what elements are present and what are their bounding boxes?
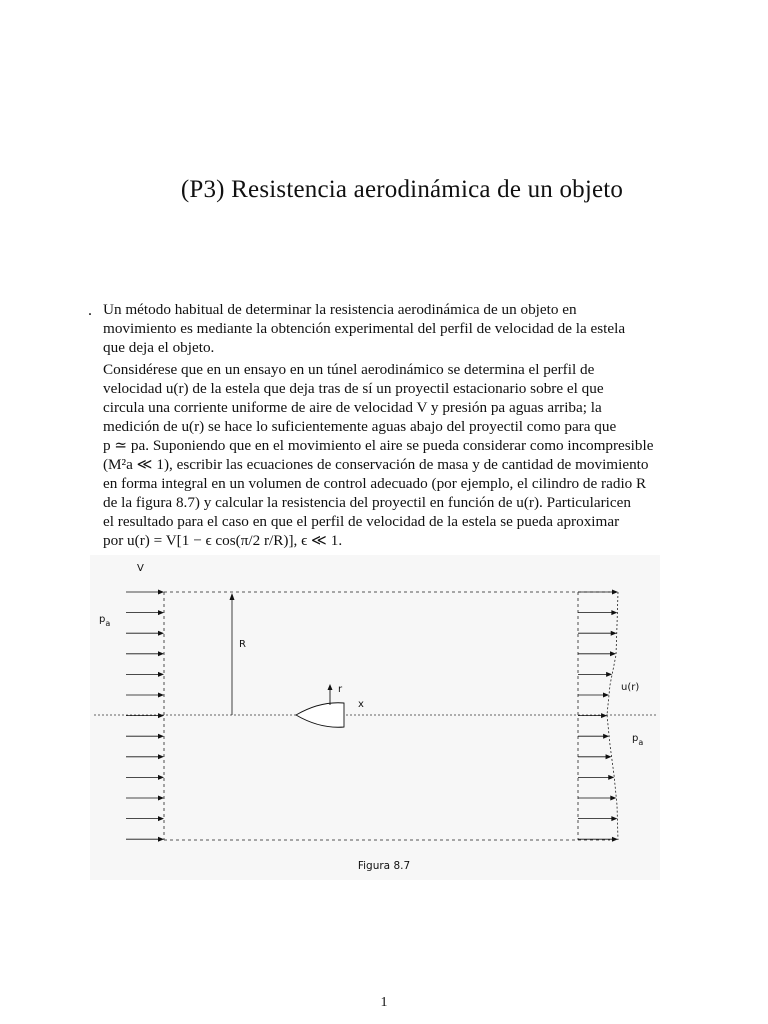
- paragraph-line: p ≃ pa. Suponiendo que en el movimiento el aire se pueda considerar como incompresible: [103, 437, 654, 454]
- paragraph-line: por u(r) = V[1 − ϵ cos(π/2 r/R)], ϵ ≪ 1.: [103, 532, 343, 549]
- inflow-arrow-head: [158, 796, 164, 801]
- paragraph-line: en forma integral en un volumen de control adecuado (por ejemplo, el cilindro de radio R: [103, 475, 647, 492]
- wake-arrow-head: [608, 775, 614, 780]
- paragraph-intro: [103, 300, 673, 357]
- inflow-arrow-head: [158, 590, 164, 595]
- paragraph-line: el resultado para el caso en que el perfil de velocidad de la estela se pueda aproximar: [103, 513, 620, 530]
- paragraph-line: Considérese que en un ensayo en un túnel aerodinámico se determina el perfil de: [103, 361, 595, 378]
- wake-arrow-head: [610, 651, 616, 656]
- label-pa-right: [632, 733, 643, 747]
- inflow-arrow-head: [158, 693, 164, 698]
- wake-arrow-head: [611, 610, 617, 615]
- wake-arrow-head: [611, 816, 617, 821]
- figure-diagram: [90, 555, 660, 880]
- label-pa-left-sub: a: [105, 619, 111, 628]
- wake-arrow-head: [612, 590, 618, 595]
- r-axis-head: [328, 684, 333, 690]
- label-ur: u(r): [621, 682, 640, 693]
- wake-arrow-head: [601, 713, 607, 718]
- inflow-arrow-head: [158, 713, 164, 718]
- inflow-arrow-head: [158, 734, 164, 739]
- paragraph-line: velocidad u(r) de la estela que deja tras de sí un proyectil estacionario sobre el que: [103, 380, 604, 397]
- inflow-arrow-head: [158, 610, 164, 615]
- paragraph-line: Un método habitual de determinar la resistencia aerodinámica de un objeto en: [103, 301, 577, 318]
- label-pa-left-main: p: [99, 614, 106, 625]
- inflow-arrow-head: [158, 651, 164, 656]
- page-title: (P3) Resistencia aerodinámica de un objeto: [180, 176, 624, 203]
- label-pa-right-sub: a: [638, 738, 644, 747]
- wake-profile-curve: [607, 592, 618, 840]
- wake-arrow-head: [612, 837, 618, 842]
- paragraph-line: medición de u(r) se hace lo suficientemente aguas abajo del proyectil como para que: [103, 418, 617, 435]
- inflow-arrow-head: [158, 775, 164, 780]
- radius-arrow-head: [230, 593, 235, 600]
- wake-arrow-head: [606, 754, 612, 759]
- paragraph-line: movimiento es mediante la obtención experimental del perfil de velocidad de la estela: [103, 320, 626, 337]
- page-number: 1: [380, 995, 388, 1010]
- wake-arrow-head: [606, 672, 612, 677]
- inflow-arrow-head: [158, 837, 164, 842]
- label-x-axis: x: [358, 699, 364, 710]
- inflow-arrows: [126, 590, 164, 842]
- paragraph-line: que deja el objeto.: [103, 339, 215, 356]
- paragraph-line: circula una corriente uniforme de aire de velocidad V y presión pa aguas arriba; la: [103, 399, 602, 416]
- figure-caption: Figura 8.7: [357, 860, 411, 872]
- wake-profile-arrows: [578, 590, 618, 842]
- projectile-shape: [296, 703, 344, 728]
- wake-arrow-head: [610, 796, 616, 801]
- label-pa-left: [99, 614, 110, 628]
- label-v: V: [137, 563, 144, 574]
- inflow-arrow-head: [158, 754, 164, 759]
- inflow-arrow-head: [158, 631, 164, 636]
- wake-arrow-head: [611, 631, 617, 636]
- label-pa-right-main: p: [632, 733, 639, 744]
- figure-8-7: [90, 555, 660, 880]
- paragraph-line-with-figure-ref[interactable]: de la figura 8.7) y calcular la resistencia del proyectil en función de u(r). Particularicen: [103, 494, 631, 511]
- wake-arrow-head: [603, 693, 609, 698]
- label-r-radius: R: [239, 639, 246, 650]
- paragraph-line: (M²a ≪ 1), escribir las ecuaciones de conservación de masa y de cantidad de movimiento: [103, 456, 649, 473]
- inflow-arrow-head: [158, 672, 164, 677]
- inflow-arrow-head: [158, 816, 164, 821]
- label-r-axis: r: [338, 684, 343, 695]
- paragraph-problem: [103, 360, 673, 550]
- bullet-marker: .: [88, 302, 92, 319]
- wake-arrow-head: [603, 734, 609, 739]
